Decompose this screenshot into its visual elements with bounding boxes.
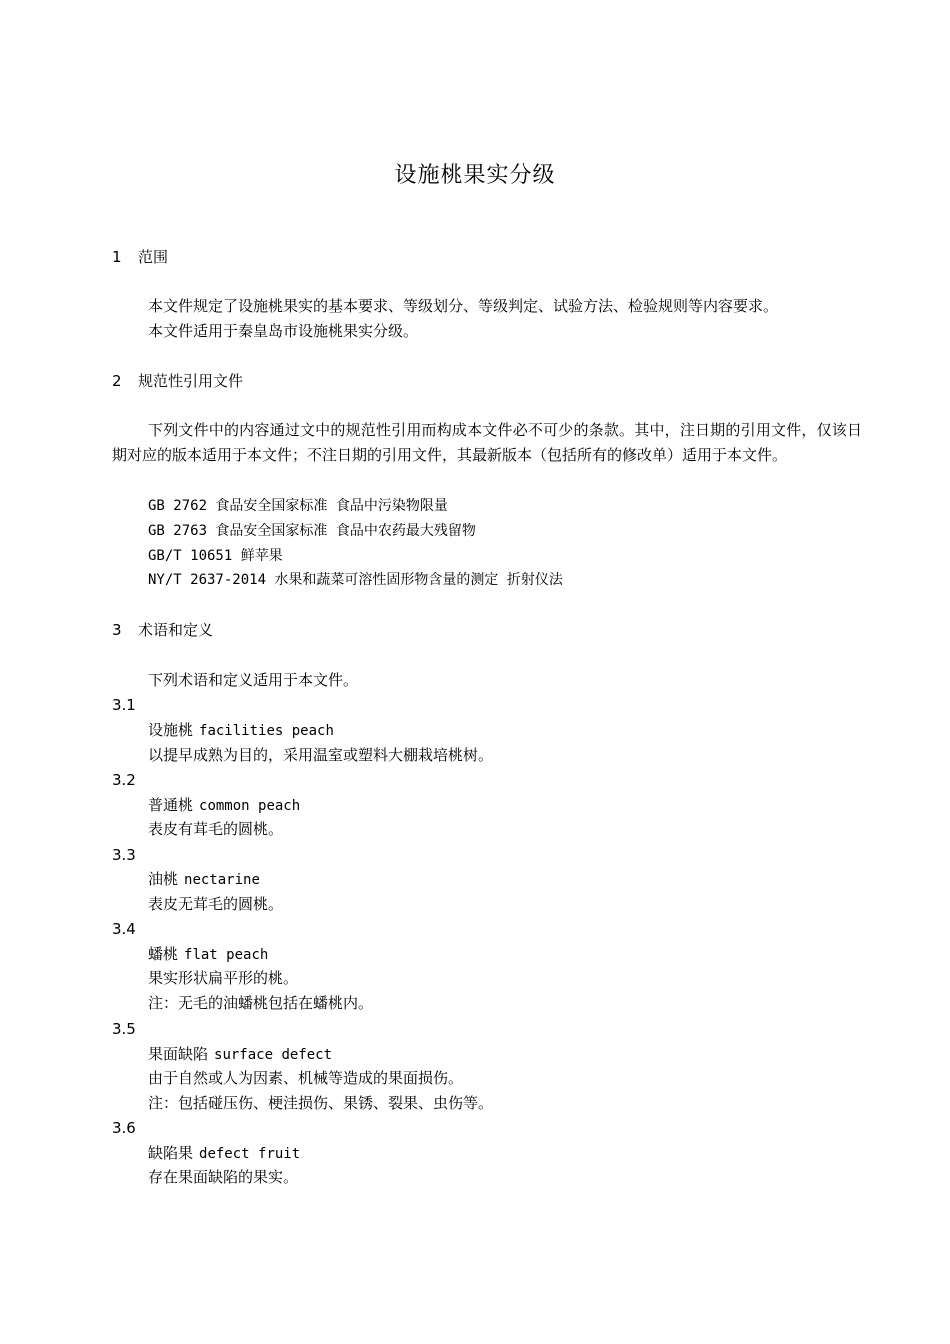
clause-number: 3.4 — [112, 920, 136, 938]
term-en: nectarine — [184, 872, 260, 888]
term-entry — [148, 1044, 332, 1065]
term-note: 注：无毛的油蟠桃包括在蟠桃内。 — [148, 994, 374, 1012]
term-entry — [148, 720, 334, 741]
paragraph: 下列术语和定义适用于本文件。 — [148, 671, 359, 689]
term-entry — [148, 795, 300, 816]
section-2-heading — [112, 371, 243, 391]
section-number: 1 — [112, 248, 122, 266]
term-definition: 表皮有茸毛的圆桃。 — [148, 820, 284, 838]
section-number: 3 — [112, 621, 122, 639]
term-definition: 表皮无茸毛的圆桃。 — [148, 895, 284, 913]
term-zh: 果面缺陷 — [148, 1045, 209, 1063]
term-definition: 存在果面缺陷的果实。 — [148, 1168, 299, 1186]
term-definition: 果实形状扁平形的桃。 — [148, 969, 299, 987]
normative-reference: GB/T 10651 鲜苹果 — [148, 548, 283, 564]
clause-number: 3.6 — [112, 1119, 136, 1137]
term-en: common peach — [199, 798, 301, 814]
term-zh: 缺陷果 — [148, 1144, 194, 1162]
section-title: 范围 — [138, 248, 169, 266]
paragraph: 本文件规定了设施桃果实的基本要求、等级划分、等级判定、试验方法、检验规则等内容要求。 — [148, 297, 779, 315]
clause-number: 3.1 — [112, 696, 136, 714]
term-note: 注：包括碰压伤、梗洼损伤、果锈、裂果、虫伤等。 — [148, 1094, 494, 1112]
clause-number: 3.3 — [112, 846, 136, 864]
clause-number: 3.5 — [112, 1020, 136, 1038]
term-definition: 以提早成熟为目的，采用温室或塑料大棚栽培桃树。 — [148, 746, 494, 764]
term-zh: 普通桃 — [148, 796, 194, 814]
page-title: 设施桃果实分级 — [394, 163, 556, 188]
normative-reference: GB 2763 食品安全国家标准 食品中农药最大残留物 — [148, 523, 476, 539]
term-en: facilities peach — [199, 723, 334, 739]
section-title: 规范性引用文件 — [138, 372, 244, 390]
term-zh: 设施桃 — [148, 721, 194, 739]
term-entry — [148, 869, 260, 890]
normative-reference: NY/T 2637-2014 水果和蔬菜可溶性固形物含量的测定 折射仪法 — [148, 572, 563, 588]
term-en: surface defect — [214, 1047, 333, 1063]
term-entry — [148, 1143, 300, 1164]
term-en: flat peach — [184, 947, 269, 963]
term-zh: 油桃 — [148, 870, 179, 888]
section-title: 术语和定义 — [138, 621, 214, 639]
term-entry — [148, 944, 268, 965]
term-en: defect fruit — [199, 1146, 301, 1162]
section-1-heading — [112, 247, 168, 267]
term-zh: 蟠桃 — [148, 945, 179, 963]
paragraph: 本文件适用于秦皇岛市设施桃果实分级。 — [148, 322, 419, 340]
clause-number: 3.2 — [112, 771, 136, 789]
paragraph: 下列文件中的内容通过文中的规范性引用而构成本文件必不可少的条款。其中，注日期的引用文件，仅该日期对应的版本适用于本文件；不注日期的引用文件，其最新版本（包括所有的修改单）适用于本文件。 — [112, 421, 862, 464]
term-definition: 由于自然或人为因素、机械等造成的果面损伤。 — [148, 1069, 464, 1087]
section-number: 2 — [112, 372, 122, 390]
section-3-heading — [112, 620, 213, 640]
normative-reference: GB 2762 食品安全国家标准 食品中污染物限量 — [148, 498, 448, 514]
